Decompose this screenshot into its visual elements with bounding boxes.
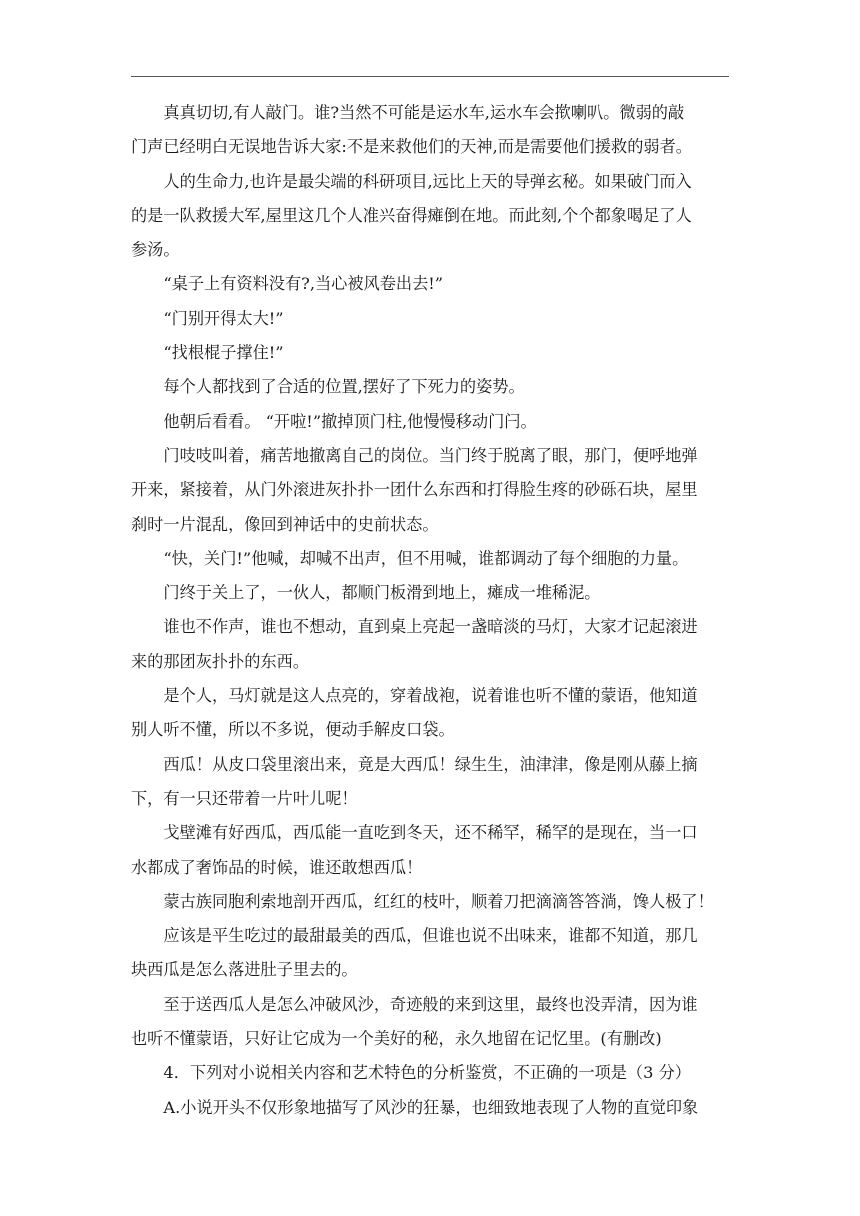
text-line: A.小说开头不仅形象地描写了风沙的狂暴，也细致地表现了人物的直觉印象 xyxy=(163,1097,699,1117)
paragraph xyxy=(131,165,731,268)
paragraph xyxy=(131,96,731,165)
paragraph xyxy=(131,988,731,1057)
text-line: 每个人都找到了合适的位置,摆好了下死力的姿势。 xyxy=(163,377,525,397)
text-line: 是个人，马灯就是这人点亮的，穿着战袍，说着谁也听不懂的蒙语，他知道 xyxy=(163,686,698,706)
text-line: 门吱吱叫着，痛苦地撤离自己的岗位。当门终于脱离了眼，那门，便呼地弹 xyxy=(163,445,698,465)
text-line: 门声已经明白无误地告诉大家:不是来救他们的天神,而是需要他们援救的弱者。 xyxy=(131,137,692,157)
paragraph xyxy=(131,370,731,404)
paragraph xyxy=(131,439,731,542)
text-line: 人的生命力,也许是最尖端的科研项目,远比上天的导弹玄秘。如果破门而入 xyxy=(163,171,692,191)
text-line: “桌子上有资料没有?,当心被风卷出去!” xyxy=(163,274,444,294)
paragraph xyxy=(131,919,731,988)
paragraph xyxy=(131,576,731,610)
text-line: 别人听不懂，所以不多说，便动手解皮口袋。 xyxy=(131,720,455,740)
text-line: “快，关门!”他喊，却喊不出声，但不用喊，谁都调动了每个细胞的力量。 xyxy=(163,548,689,568)
text-line: 应该是平生吃过的最甜最美的西瓜，但谁也说不出味来，谁都不知道，那几 xyxy=(163,926,698,946)
text-line: 戈壁滩有好西瓜，西瓜能一直吃到冬天，还不稀罕，稀罕的是现在，当一口 xyxy=(163,823,698,843)
paragraph xyxy=(131,1056,731,1090)
text-line: 蒙古族同胞利索地剖开西瓜，红红的枝叶，顺着刀把滴滴答答淌，馋人极了！ xyxy=(163,891,714,911)
text-line: 块西瓜是怎么落进肚子里去的。 xyxy=(131,960,358,980)
text-line: 门终于关上了，一伙人，都顺门板滑到地上，瘫成一堆稀泥。 xyxy=(163,583,601,603)
text-line: 谁也不作声，谁也不想动，直到桌上亮起一盏暗淡的马灯，大家才记起滚进 xyxy=(163,617,698,637)
paragraph xyxy=(131,885,731,919)
text-line: 他朝后看看。 “开啦!”撤掉顶门柱,他慢慢移动门闩。 xyxy=(163,411,537,431)
text-line: “找根棍子撑住!” xyxy=(163,343,284,363)
text-line: 的是一队救援大军,屋里这几个人准兴奋得瘫倒在地。而此刻,个个都象喝足了人 xyxy=(131,205,692,225)
paragraph xyxy=(131,405,731,439)
paragraph xyxy=(131,302,731,336)
text-line: 也听不懂蒙语，只好让它成为一个美好的秘，永久地留在记忆里。(有删改) xyxy=(131,1029,662,1049)
text-line: “门别开得太大!” xyxy=(163,308,284,328)
text-line: 来的那团灰扑扑的东西。 xyxy=(131,651,310,671)
paragraph xyxy=(131,679,731,748)
header-rule xyxy=(131,76,729,77)
text-line: 下，有一只还带着一片叶儿呢！ xyxy=(131,788,358,808)
paragraph xyxy=(131,267,731,301)
paragraph xyxy=(131,542,731,576)
text-line: 开来，紧接着，从门外滚进灰扑扑一团什么东西和打得脸生疼的砂砾石块，屋里 xyxy=(131,480,698,500)
text-line: 西瓜！从皮口袋里滚出来，竟是大西瓜！绿生生，油津津，像是刚从藤上摘 xyxy=(163,754,698,774)
text-line: 刹时一片混乱，像回到神话中的史前状态。 xyxy=(131,514,439,534)
paragraph xyxy=(131,610,731,679)
paragraph xyxy=(131,816,731,885)
text-line: 真真切切,有人敲门。谁?当然不可能是运水车,运水车会揿喇叭。微弱的敲 xyxy=(163,103,685,122)
text-line: 参汤。 xyxy=(131,240,180,260)
text-line: 4．下列对小说相关内容和艺术特色的分析鉴赏，不正确的一项是（3 分） xyxy=(163,1063,691,1083)
document-body xyxy=(131,96,731,1125)
paragraph xyxy=(131,336,731,370)
paragraph xyxy=(131,1091,731,1125)
text-line: 至于送西瓜人是怎么冲破风沙，奇迹般的来到这里，最终也没弄清，因为谁 xyxy=(163,994,698,1014)
text-line: 水都成了奢饰品的时候，谁还敢想西瓜！ xyxy=(131,857,423,877)
paragraph xyxy=(131,748,731,817)
